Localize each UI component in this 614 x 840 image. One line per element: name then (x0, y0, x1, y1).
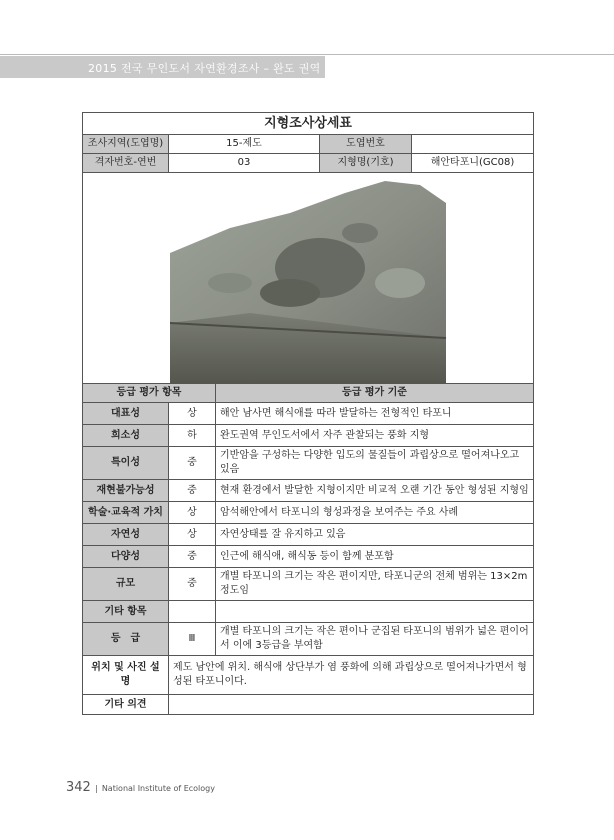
field-label: 격자번호-연번 (83, 154, 169, 173)
landform-survey-table (82, 112, 534, 715)
eval-item: 규모 (83, 568, 169, 601)
rock-photo (170, 173, 446, 383)
evaluation-row (83, 601, 534, 623)
eval-description: 해안 남사면 해식애를 따라 발달하는 전형적인 타포니 (216, 403, 534, 425)
eval-item: 자연성 (83, 524, 169, 546)
eval-description: 완도권역 무인도서에서 자주 관찰되는 풍화 지형 (216, 425, 534, 447)
eval-description (216, 601, 534, 623)
eval-item: 재현불가능성 (83, 480, 169, 502)
evaluation-row (83, 524, 534, 546)
field-value: 03 (169, 154, 320, 173)
evaluation-row (83, 502, 534, 524)
running-title: 2015 전국 무인도서 자연환경조사 – 완도 권역 (88, 62, 321, 75)
form-title: 지형조사상세표 (83, 113, 534, 135)
eval-item-header: 등급 평가 항목 (83, 384, 216, 403)
page-number: 342 (66, 780, 91, 795)
eval-item: 희소성 (83, 425, 169, 447)
photo-cell (83, 173, 534, 384)
eval-description: 개별 타포니의 크기는 작은 편이지만, 타포니군의 전체 범위는 13×2m 정도임 (216, 568, 534, 601)
field-value: 15-제도 (169, 135, 320, 154)
eval-grade: 상 (169, 403, 216, 425)
evaluation-row (83, 623, 534, 656)
eval-item: 기타 항목 (83, 601, 169, 623)
eval-grade: 상 (169, 524, 216, 546)
field-value (412, 135, 534, 154)
eval-item: 학술·교육적 가치 (83, 502, 169, 524)
eval-description: 암석해안에서 타포니의 형성과정을 보여주는 주요 사례 (216, 502, 534, 524)
eval-item: 특이성 (83, 447, 169, 480)
location-label: 위치 및 사진 설명 (83, 656, 169, 695)
field-label: 지형명(기호) (320, 154, 412, 173)
evaluation-row (83, 546, 534, 568)
evaluation-row (83, 447, 534, 480)
evaluation-row (83, 403, 534, 425)
eval-description: 현재 환경에서 발달한 지형이지만 비교적 오랜 기간 동안 형성된 지형임 (216, 480, 534, 502)
eval-item: 대표성 (83, 403, 169, 425)
eval-grade: 중 (169, 480, 216, 502)
evaluation-row (83, 425, 534, 447)
location-description: 제도 남안에 위치. 해식애 상단부가 염 풍화에 의해 과립상으로 떨어져나가면서 형성된 타포니이다. (169, 656, 534, 695)
eval-grade: Ⅲ (169, 623, 216, 656)
eval-item: 등 급 (83, 623, 169, 656)
eval-criteria-header: 등급 평가 기준 (216, 384, 534, 403)
eval-grade: 중 (169, 546, 216, 568)
eval-grade: 중 (169, 447, 216, 480)
eval-grade: 상 (169, 502, 216, 524)
field-value: 해안타포니(GC08) (412, 154, 534, 173)
eval-description: 자연상태를 잘 유지하고 있음 (216, 524, 534, 546)
footer-org: National Institute of Ecology (101, 784, 215, 793)
field-label: 조사지역(도엽명) (83, 135, 169, 154)
field-label: 도엽번호 (320, 135, 412, 154)
eval-item: 다양성 (83, 546, 169, 568)
other-description (169, 695, 534, 715)
footer-separator: | (94, 784, 98, 793)
eval-description: 기반암을 구성하는 다양한 입도의 물질들이 과립상으로 떨어져나오고 있음 (216, 447, 534, 480)
running-header (0, 56, 325, 78)
evaluation-row (83, 480, 534, 502)
evaluation-row (83, 568, 534, 601)
eval-grade (169, 601, 216, 623)
eval-grade: 하 (169, 425, 216, 447)
other-label: 기타 의견 (83, 695, 169, 715)
eval-grade: 중 (169, 568, 216, 601)
eval-description: 개별 타포니의 크기는 작은 편이나 군집된 타포니의 범위가 넓은 편이어서 이에 3등급을 부여함 (216, 623, 534, 656)
eval-description: 인근에 해식애, 해식동 등이 함께 분포함 (216, 546, 534, 568)
header-rule (0, 54, 614, 55)
page-footer (66, 780, 215, 795)
